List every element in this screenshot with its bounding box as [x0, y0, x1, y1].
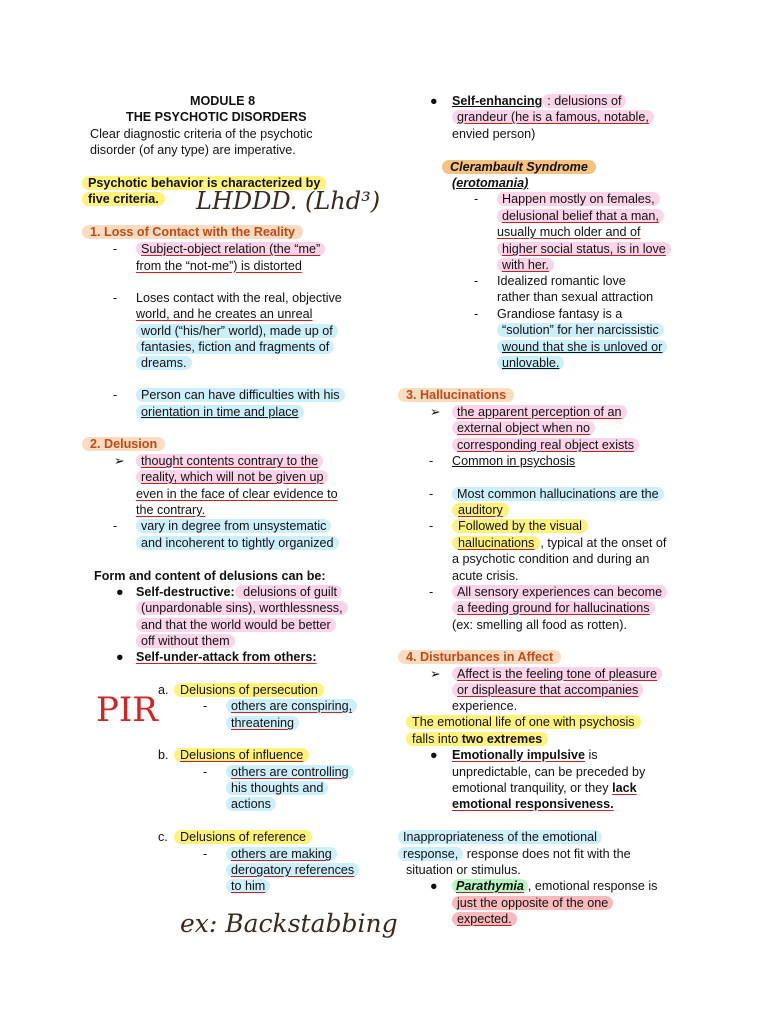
clerambault-c-line-1: - Grandiose fantasy is a [497, 306, 622, 322]
heading-hallucinations: 3. Hallucinations [398, 387, 514, 403]
influence-detail-3: actions [226, 796, 276, 812]
loss-bullet-2-line-4: fantasies, fiction and fragments of [136, 339, 334, 355]
hallucinations-c-line-1: - Most common hallucinations are the [452, 486, 664, 502]
influence-detail-2: his thoughts and [226, 780, 328, 796]
inappropriate-line-3: situation or stimulus. [406, 863, 521, 877]
hallucinations-c-line-2: auditory [452, 502, 509, 518]
self-under-attack: Self-under-attack from others: [136, 650, 317, 664]
reference-label: Delusions of reference [174, 829, 312, 845]
delusion-bullet-2-line-2: and incoherent to tightly organized [136, 535, 339, 551]
loss-bullet-2-line-2: world, and he creates an unreal [136, 307, 313, 321]
handwritten-note-example: ex: Backstabbing [180, 909, 398, 938]
hallucinations-e-line-2: a feeding ground for hallucinations [452, 600, 655, 616]
clerambault-a-line-1: - Happen mostly on females, [497, 191, 660, 207]
affect-line-3: experience. [452, 699, 518, 713]
extremes-line-2: falls into two extremes [406, 731, 548, 747]
loss-bullet-1-line-1: - Subject-object relation (the “me” [136, 241, 325, 257]
clerambault-subheading: (erotomania) [452, 176, 529, 190]
delusion-bullet-1-line-3: even in the face of clear evidence to [136, 487, 338, 501]
reference-detail-3: to him [226, 878, 270, 894]
persecution-label: Delusions of persecution [174, 682, 324, 698]
criteria-line-2: five criteria. [82, 191, 165, 207]
impulsive-line-4: emotional responsiveness. [452, 797, 614, 811]
hallucinations-b-line-1: - Common in psychosis [452, 453, 575, 469]
handwritten-note-lhddd: LHDDD. (Lhd³) [196, 187, 381, 215]
clerambault-a-line-2: delusional belief that a man, [497, 208, 664, 224]
self-enhancing-line-1: Self-enhancing : delusions of [452, 93, 626, 109]
delusion-bullet-2-line-1: - vary in degree from unsystematic [136, 518, 331, 534]
extremes-line-1: The emotional life of one with psychosis [406, 714, 641, 730]
handwritten-note-pir: PIR [96, 690, 158, 730]
inappropriate-line-1: Inappropriateness of the emotional [398, 829, 602, 845]
self-destructive-line-4: off without them [136, 633, 235, 649]
hallucinations-e-line-3: (ex: smelling all food as rotten). [452, 618, 627, 632]
delusion-bullet-1-line-4: the contrary. [136, 503, 206, 517]
self-destructive-line-2: (unpardonable sins), worthlessness, [136, 600, 348, 616]
bullet-dot-icon: ● [116, 585, 124, 599]
clerambault-b-line-2: rather than sexual attraction [497, 290, 654, 304]
persecution-detail-1: - others are conspiring, [226, 698, 357, 714]
clerambault-c-line-4: unlovable. [497, 355, 564, 371]
affect-line-1: Affect is the feeling tone of pleasure [452, 666, 662, 682]
hallucinations-a-line-2: external object when no [452, 420, 595, 436]
hallucinations-a-line-3: corresponding real object exists [452, 437, 639, 453]
heading-affect: 4. Disturbances in Affect [398, 649, 561, 665]
hallucinations-a-line-1: the apparent perception of an [452, 404, 627, 420]
loss-bullet-3-line-2: orientation in time and place [136, 404, 304, 420]
delusion-arrow-icon: ➢ [114, 454, 125, 468]
impulsive-line-3: emotional tranquility, or they lack [452, 781, 637, 795]
affect-arrow-icon: ➢ [430, 667, 441, 681]
influence-label: Delusions of influence [174, 747, 309, 763]
persecution-detail-2: threatening [226, 715, 299, 731]
hallucinations-d-line-3: a psychotic condition and during an [452, 552, 650, 566]
list-marker-a: a. [158, 683, 169, 697]
heading-delusion: 2. Delusion [82, 436, 165, 452]
loss-bullet-2-line-3: world (“his/her” world), made up of [136, 323, 338, 339]
forms-heading: Form and content of delusions can be: [94, 569, 326, 583]
reference-detail-2: derogatory references [226, 862, 359, 878]
page-title: THE PSYCHOTIC DISORDERS [126, 110, 307, 124]
list-marker-c: c. [158, 830, 168, 844]
hallucinations-e-line-1: - All sensory experiences can become [452, 584, 667, 600]
module-number: MODULE 8 [190, 94, 256, 108]
bullet-dot-icon: ● [430, 879, 438, 893]
impulsive-line-2: unpredictable, can be preceded by [452, 765, 646, 779]
loss-bullet-1-line-2: from the “not-me”) is distorted [136, 259, 302, 273]
clerambault-a-line-4: higher social status, is in love [497, 241, 671, 257]
loss-bullet-2-line-1: - Loses contact with the real, objective [136, 290, 342, 306]
parathymia-line-2: just the opposite of the one [452, 895, 613, 911]
inappropriate-line-2: response, response does not fit with the [398, 846, 631, 862]
self-destructive-line-1: Self-destructive: delusions of guilt [136, 584, 342, 600]
impulsive-line-1: Emotionally impulsive is [452, 748, 598, 762]
clerambault-a-line-3: usually much older and of [497, 225, 641, 239]
hallucinations-d-line-1: - Followed by the visual [452, 518, 588, 534]
clerambault-b-line-1: - Idealized romantic love [497, 273, 626, 289]
bullet-dot-icon: ● [430, 94, 438, 108]
loss-bullet-3-line-1: - Person can have difficulties with his [136, 387, 345, 403]
clerambault-heading: Clerambault Syndrome [442, 159, 596, 175]
hallucinations-d-line-4: acute crisis. [452, 569, 519, 583]
criteria-line-1: Psychotic behavior is characterized by [82, 175, 326, 191]
list-marker-b: b. [158, 748, 169, 762]
clerambault-a-line-5: with her. [497, 257, 554, 273]
loss-bullet-2-line-5: dreams. [136, 355, 192, 371]
reference-detail-1: - others are making [226, 846, 337, 862]
delusion-bullet-1-line-1: thought contents contrary to the [136, 453, 323, 469]
affect-line-2: or displeasure that accompanies [452, 682, 643, 698]
bullet-dot-icon: ● [430, 748, 438, 762]
self-enhancing-line-3: envied person) [452, 127, 536, 141]
self-enhancing-line-2: grandeur (he is a famous, notable, [452, 109, 654, 125]
parathymia-line-1: Parathymia , emotional response is [452, 878, 657, 894]
self-destructive-line-3: and that the world would be better [136, 617, 336, 633]
heading-loss-of-contact: 1. Loss of Contact with the Reality [82, 224, 303, 240]
bullet-dot-icon: ● [116, 650, 124, 664]
intro-line-2: disorder (of any type) are imperative. [90, 143, 296, 157]
clerambault-c-line-3: wound that she is unloved or [497, 339, 667, 355]
hallucinations-d-line-2: hallucinations , typical at the onset of [452, 535, 666, 551]
delusion-bullet-1-line-2: reality, which will not be given up [136, 469, 328, 485]
clerambault-c-line-2: “solution” for her narcissistic [497, 322, 664, 338]
hallucinations-arrow-icon: ➢ [430, 405, 441, 419]
influence-detail-1: - others are controlling [226, 764, 354, 780]
parathymia-line-3: expected. [452, 911, 517, 927]
intro-line-1: Clear diagnostic criteria of the psychotic [90, 127, 313, 141]
